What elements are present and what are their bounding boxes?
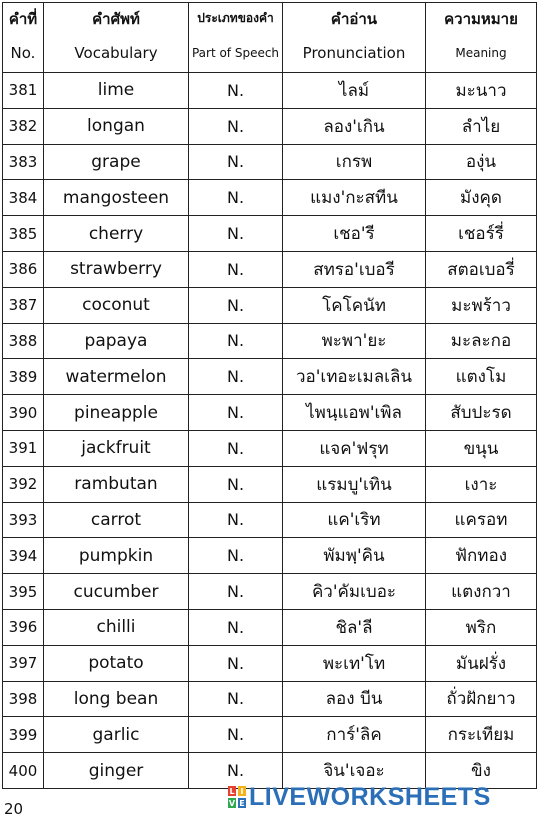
row-meaning: มันฝรั่ง bbox=[426, 645, 537, 681]
table-row bbox=[3, 144, 537, 180]
row-meaning: องุ่น bbox=[426, 144, 537, 180]
row-part-of-speech: N. bbox=[189, 430, 283, 466]
row-meaning: ฟักทอง bbox=[426, 538, 537, 574]
header-pos-en: Part of Speech bbox=[189, 35, 283, 73]
row-vocabulary: coconut bbox=[44, 287, 189, 323]
row-part-of-speech: N. bbox=[189, 180, 283, 216]
header-no-en: No. bbox=[3, 35, 44, 73]
table-row bbox=[3, 216, 537, 252]
row-vocabulary: cherry bbox=[44, 216, 189, 252]
row-vocabulary: jackfruit bbox=[44, 430, 189, 466]
row-part-of-speech: N. bbox=[189, 108, 283, 144]
row-pronunciation: พัมพฺ'คิน bbox=[283, 538, 426, 574]
row-pronunciation: พะพา'ยะ bbox=[283, 323, 426, 359]
table-row bbox=[3, 681, 537, 717]
row-meaning: กระเทียม bbox=[426, 717, 537, 753]
page-number: 20 bbox=[4, 800, 24, 818]
row-vocabulary: papaya bbox=[44, 323, 189, 359]
row-part-of-speech: N. bbox=[189, 466, 283, 502]
header-row-english bbox=[3, 35, 537, 73]
table-row bbox=[3, 609, 537, 645]
table-row bbox=[3, 645, 537, 681]
row-part-of-speech: N. bbox=[189, 251, 283, 287]
row-vocabulary: pineapple bbox=[44, 395, 189, 431]
row-number: 395 bbox=[3, 574, 44, 610]
table-row bbox=[3, 395, 537, 431]
row-pronunciation: โคโคนัท bbox=[283, 287, 426, 323]
row-part-of-speech: N. bbox=[189, 287, 283, 323]
logo-letter-block: I bbox=[238, 786, 246, 796]
logo-text: LIVEWORKSHEETS bbox=[249, 782, 491, 811]
row-vocabulary: mangosteen bbox=[44, 180, 189, 216]
row-vocabulary: strawberry bbox=[44, 251, 189, 287]
table-row bbox=[3, 359, 537, 395]
row-number: 396 bbox=[3, 609, 44, 645]
row-number: 398 bbox=[3, 681, 44, 717]
header-row-thai bbox=[3, 3, 537, 35]
row-part-of-speech: N. bbox=[189, 609, 283, 645]
row-number: 384 bbox=[3, 180, 44, 216]
row-meaning: มะพร้าว bbox=[426, 287, 537, 323]
row-number: 394 bbox=[3, 538, 44, 574]
row-part-of-speech: N. bbox=[189, 395, 283, 431]
row-number: 387 bbox=[3, 287, 44, 323]
row-meaning: มะนาว bbox=[426, 73, 537, 109]
row-number: 390 bbox=[3, 395, 44, 431]
row-meaning: เงาะ bbox=[426, 466, 537, 502]
row-pronunciation: เกรพ bbox=[283, 144, 426, 180]
row-pronunciation: คิว'คัมเบอะ bbox=[283, 574, 426, 610]
row-pronunciation: เชอ'รี bbox=[283, 216, 426, 252]
row-number: 385 bbox=[3, 216, 44, 252]
row-number: 400 bbox=[3, 753, 44, 789]
row-number: 393 bbox=[3, 502, 44, 538]
row-part-of-speech: N. bbox=[189, 216, 283, 252]
row-pronunciation: แมง'กะสทีน bbox=[283, 180, 426, 216]
table-row bbox=[3, 323, 537, 359]
row-pronunciation: ลอง บีน bbox=[283, 681, 426, 717]
row-part-of-speech: N. bbox=[189, 645, 283, 681]
row-pronunciation: ไลม์ bbox=[283, 73, 426, 109]
table-row bbox=[3, 73, 537, 109]
row-pronunciation: การ์'ลิค bbox=[283, 717, 426, 753]
row-meaning: ถั่วฝักยาว bbox=[426, 681, 537, 717]
row-meaning: แตงกวา bbox=[426, 574, 537, 610]
row-pronunciation: ไพนฺแอพ'เพิล bbox=[283, 395, 426, 431]
row-meaning: ลำไย bbox=[426, 108, 537, 144]
logo-letter-block: L bbox=[229, 786, 235, 796]
row-part-of-speech: N. bbox=[189, 323, 283, 359]
row-pronunciation: สทรอ'เบอรี bbox=[283, 251, 426, 287]
row-pronunciation: แจค'ฟรุท bbox=[283, 430, 426, 466]
row-pronunciation: ชิล'ลี bbox=[283, 609, 426, 645]
logo-blocks bbox=[228, 786, 246, 808]
row-vocabulary: watermelon bbox=[44, 359, 189, 395]
row-vocabulary: cucumber bbox=[44, 574, 189, 610]
table-row bbox=[3, 287, 537, 323]
header-pos-thai: ประเภทของคำ bbox=[189, 3, 283, 35]
row-pronunciation: แรมบู'เทิน bbox=[283, 466, 426, 502]
row-vocabulary: carrot bbox=[44, 502, 189, 538]
header-meaning-en: Meaning bbox=[426, 35, 537, 73]
row-meaning: ขนุน bbox=[426, 430, 537, 466]
header-meaning-thai: ความหมาย bbox=[426, 3, 537, 35]
row-number: 399 bbox=[3, 717, 44, 753]
table-row bbox=[3, 251, 537, 287]
table-row bbox=[3, 180, 537, 216]
row-part-of-speech: N. bbox=[189, 73, 283, 109]
row-pronunciation: จิน'เจอะ bbox=[283, 753, 426, 789]
row-meaning: สตอเบอรี่ bbox=[426, 251, 537, 287]
vocabulary-table bbox=[2, 2, 537, 789]
table-row bbox=[3, 538, 537, 574]
row-vocabulary: longan bbox=[44, 108, 189, 144]
row-meaning: สับปะรด bbox=[426, 395, 537, 431]
row-part-of-speech: N. bbox=[189, 681, 283, 717]
logo-letter-block: E bbox=[239, 798, 245, 808]
row-meaning: มังคุด bbox=[426, 180, 537, 216]
row-number: 391 bbox=[3, 430, 44, 466]
row-part-of-speech: N. bbox=[189, 574, 283, 610]
row-meaning: มะละกอ bbox=[426, 323, 537, 359]
row-meaning: พริก bbox=[426, 609, 537, 645]
row-pronunciation: ลอง'เกิน bbox=[283, 108, 426, 144]
row-vocabulary: garlic bbox=[44, 717, 189, 753]
row-part-of-speech: N. bbox=[189, 144, 283, 180]
row-vocabulary: ginger bbox=[44, 753, 189, 789]
row-vocabulary: chilli bbox=[44, 609, 189, 645]
table-row bbox=[3, 574, 537, 610]
row-number: 381 bbox=[3, 73, 44, 109]
row-vocabulary: grape bbox=[44, 144, 189, 180]
table-row bbox=[3, 502, 537, 538]
header-vocabulary-thai: คำศัพท์ bbox=[44, 3, 189, 35]
table-row bbox=[3, 717, 537, 753]
logo-letter-block: V bbox=[228, 798, 236, 808]
header-pronunciation-thai: คำอ่าน bbox=[283, 3, 426, 35]
table-row bbox=[3, 430, 537, 466]
row-vocabulary: pumpkin bbox=[44, 538, 189, 574]
row-number: 388 bbox=[3, 323, 44, 359]
row-number: 383 bbox=[3, 144, 44, 180]
row-vocabulary: lime bbox=[44, 73, 189, 109]
row-part-of-speech: N. bbox=[189, 753, 283, 789]
row-number: 386 bbox=[3, 251, 44, 287]
row-part-of-speech: N. bbox=[189, 502, 283, 538]
row-number: 382 bbox=[3, 108, 44, 144]
row-pronunciation: วอ'เทอะเมลเลิน bbox=[283, 359, 426, 395]
row-part-of-speech: N. bbox=[189, 717, 283, 753]
row-vocabulary: potato bbox=[44, 645, 189, 681]
table-row bbox=[3, 108, 537, 144]
row-meaning: แตงโม bbox=[426, 359, 537, 395]
row-pronunciation: แค'เริท bbox=[283, 502, 426, 538]
header-pronunciation-en: Pronunciation bbox=[283, 35, 426, 73]
row-pronunciation: พะเท'โท bbox=[283, 645, 426, 681]
row-number: 392 bbox=[3, 466, 44, 502]
header-vocabulary-en: Vocabulary bbox=[44, 35, 189, 73]
row-part-of-speech: N. bbox=[189, 359, 283, 395]
row-number: 397 bbox=[3, 645, 44, 681]
row-meaning: แครอท bbox=[426, 502, 537, 538]
row-part-of-speech: N. bbox=[189, 538, 283, 574]
vocabulary-rows bbox=[3, 73, 537, 789]
header-no-thai: คำที่ bbox=[3, 3, 44, 35]
row-number: 389 bbox=[3, 359, 44, 395]
row-meaning: เชอร์รี่ bbox=[426, 216, 537, 252]
row-vocabulary: rambutan bbox=[44, 466, 189, 502]
liveworksheets-logo bbox=[228, 784, 528, 810]
row-meaning: ขิง bbox=[426, 753, 537, 789]
table-row bbox=[3, 466, 537, 502]
row-vocabulary: long bean bbox=[44, 681, 189, 717]
